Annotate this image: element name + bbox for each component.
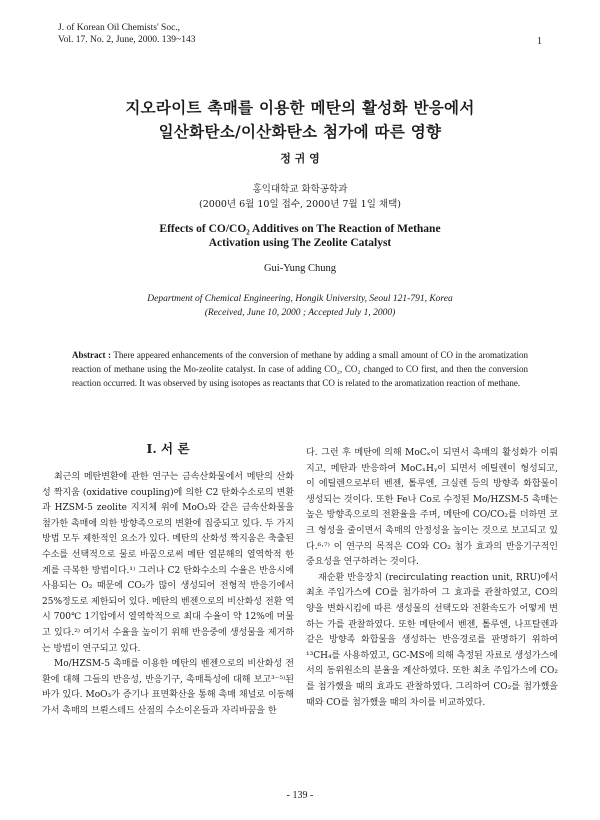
- body-paragraph: 다. 그런 후 메탄에 의해 MoCₓ이 되면서 촉매의 활성화가 이뤄지고, 메탄과 반응하여 MoCₓHᵧ이 되면서 에틸렌이 형성되고, 이 에틸렌으로부터 벤젠, 톨루엔, 크실렌 등의 방향족 화합물이 생성되는 것이다. 또한 Fe나 Co로 수정된 Mo/HZSM-5 촉매는 높은 방향족으로의 전환율을 주며, 메탄에 CO/CO₂를 더하면 코크 형성을 줄이면서 촉매의 안정성을 높이는 것으로 보고되고 있다.⁶·⁷⁾ 이 연구의 목적은 CO와 CO₂ 첨가 효과의 반응기구적인 중요성을 연구하려는 것이다.: [306, 448, 558, 568]
- korean-author: 정 귀 영: [280, 152, 320, 165]
- header-page-number: 1: [537, 36, 542, 47]
- abstract: [72, 348, 528, 390]
- body-paragraph: Mo/HZSM-5 촉매를 이용한 메탄의 벤젠으로의 비산화성 전환에 대해 그들의 반응성, 반응기구, 촉매특성에 대해 보고³⁻⁵⁾된 바가 있다. MoO₃가 증기나 표면확산을 통해 촉매 채널로 이동해 가서 촉매의 브뢴스테드 산점의 수소이온들과 자리바꿈을 한: [42, 659, 294, 716]
- korean-affiliation: [0, 182, 600, 212]
- english-received-date: (Received, June 10, 2000 ; Accepted July 1, 2000): [204, 308, 396, 318]
- english-department: [0, 292, 600, 320]
- korean-affiliation-line1: 홍익대학교 화학공학과: [252, 184, 348, 195]
- english-department-line1: Department of Chemical Engineering, Hongik University, Seoul 121-791, Korea: [147, 294, 453, 304]
- journal-citation: [58, 22, 195, 46]
- journal-name: J. of Korean Oil Chemists' Soc.,: [58, 23, 181, 33]
- english-author: Gui-Yung Chung: [263, 263, 337, 274]
- abstract-label: Abstract :: [72, 350, 112, 360]
- korean-title: [0, 96, 600, 144]
- korean-title-line2: 일산화탄소/이산화탄소 첨가에 따른 영향: [158, 122, 442, 141]
- english-title: [0, 222, 600, 250]
- right-column: [306, 446, 558, 711]
- body-paragraph: 재순환 반응장치 (recirculating reaction unit, RRU)에서 최초 주입가스에 CO를 첨가하여 그 효과를 관찰하였고, CO의 양을 변화시킴에 따른 생성물의 선택도와 전환속도가 어떻게 변하는 가를 관찰하였다. 또한 메탄에서 벤젠, 톨루엔, 나프탈렌과 같은 방향족 화합물을 생성하는 반응경로를 판명하기 위하여 ¹³CH₄를 사용하였고, GC-MS에 의해 측정된 자료로 생성가스에서의 동위원소의 분율을 계산하였다. 또한 최초 주입가스에 CO₂를 첨가했을 때의 효과도 관찰하였다. 그리하여 CO₂를 첨가했을 때와 CO를 첨가했을 때의 차이를 비교하였다.: [306, 572, 558, 708]
- section-heading: I. 서 론: [146, 441, 190, 456]
- korean-received-date: (2000년 6월 10일 접수, 2000년 7월 1일 채택): [199, 199, 401, 210]
- abstract-text: There appeared enhancements of the conversion of methane by adding a small amount of CO in the aromatization reaction of methane using the Mo-zeolite catalyst. In case of adding CO₂, CO₂ changed to CO first, and then the conversion reaction occurred. It was observed by using isotopes as reactants that CO is related to the aromatization reaction of methane.: [72, 350, 528, 388]
- footer-page-number: - 139 -: [286, 790, 314, 801]
- journal-volume: Vol. 17. No. 2, June, 2000. 139~143: [58, 35, 196, 45]
- english-title-line1: Effects of CO/CO₂ Additives on The Reaction of Methane: [159, 223, 441, 235]
- body-paragraph: 최근의 메탄변환에 관한 연구는 금속산화물에서 메탄의 산화성 짝지움 (oxidative coupling)에 의한 C2 탄화수소로의 변환과 HZSM-5 zeolite 지지체 위에 MoO₃와 같은 금속산화물을 첨가한 촉매에 의한 방향족으로의 변환에 집중되고 있다. 두 가지 방법 모두 제한적인 요소가 있다. 메탄의 산화성 짝지움은 축출된 수소를 선택적으로 물로 바꿈으로써 메탄 열분해의 열역학적 한계를 극복한 방법이다.¹⁾ 그러나 C2 탄화수소의 수율은 반응시에 사용되는 O₂ 때문에 CO₂가 많이 생성되어 전형적 반응기에서 25%정도로 제한되어 있다. 메탄의 벤젠으로의 비산화성 전환 역시 700℃ 1기압에서 열역학적으로 최대 수율이 약 12%에 머물고 있다.²⁾ 여기서 수율을 높이기 위해 반응중에 생성물을 제거하는 방법이 연구되고 있다.: [42, 472, 294, 654]
- english-title-line2: Activation using The Zeolite Catalyst: [208, 237, 392, 249]
- left-column: [42, 440, 294, 720]
- korean-title-line1: 지오라이트 촉매를 이용한 메탄의 활성화 반응에서: [125, 98, 475, 117]
